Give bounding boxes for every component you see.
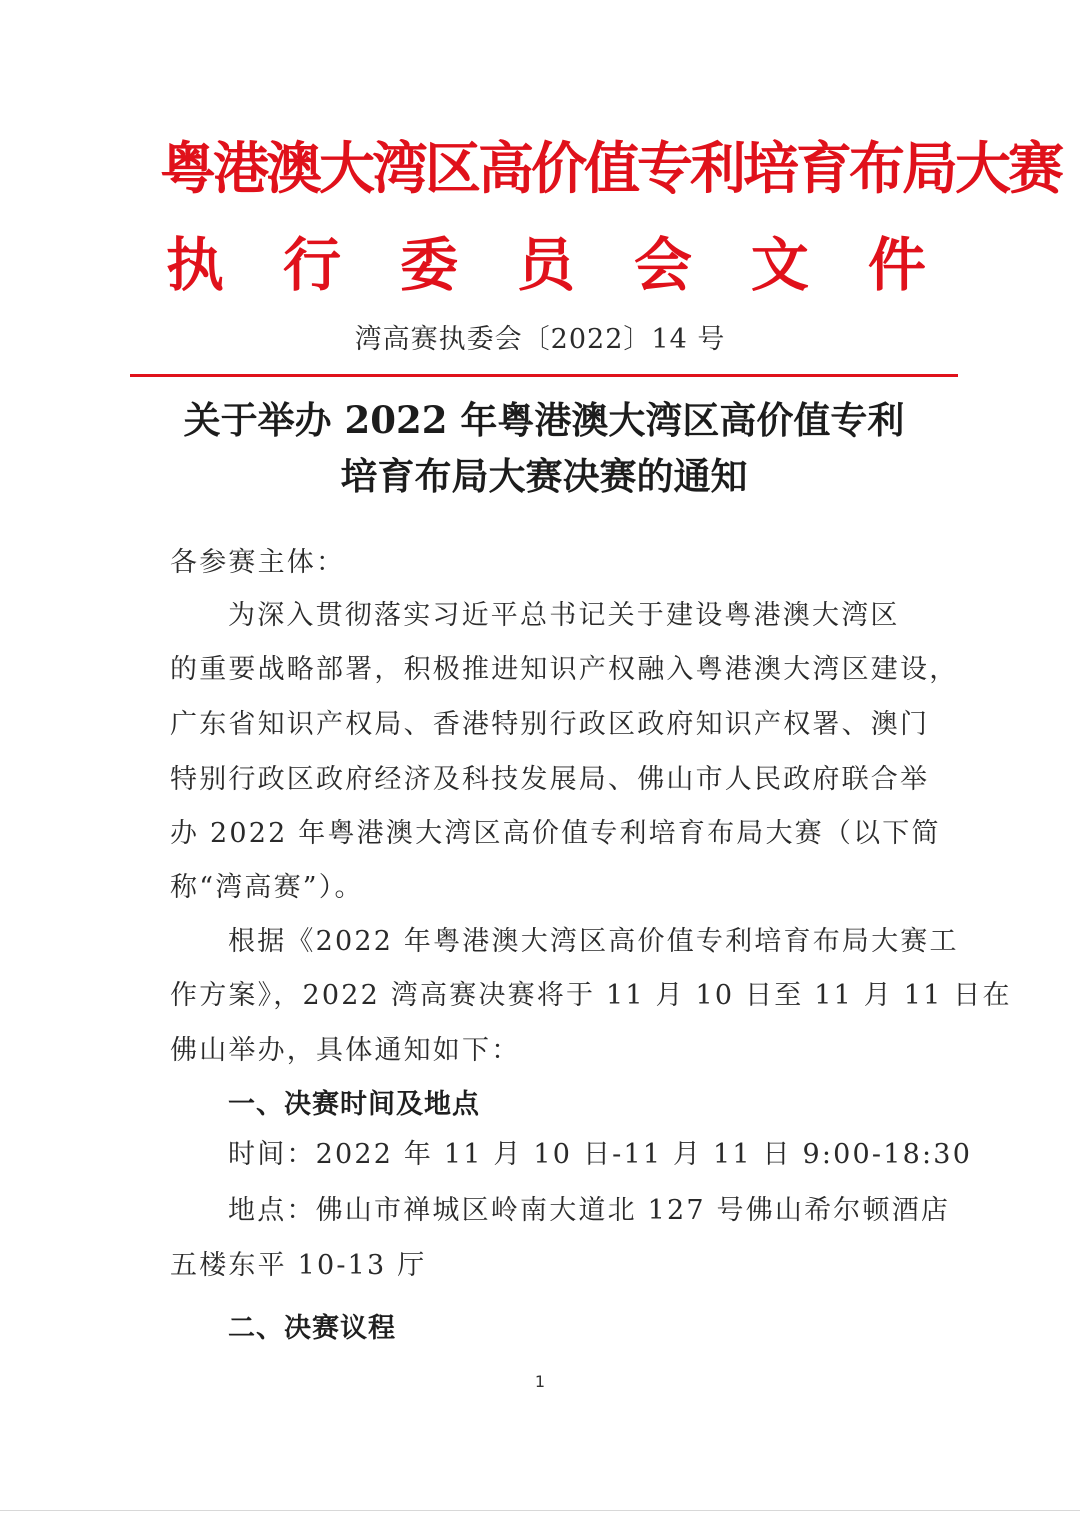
header-char: 员 <box>516 231 575 299</box>
place-line: 五楼东平 10-13 厅 <box>170 1250 427 1281</box>
paragraph-line: 为深入贯彻落实习近平总书记关于建设粤港澳大湾区 <box>228 600 900 631</box>
salutation: 各参赛主体： <box>170 547 346 578</box>
header-char: 件 <box>867 231 926 299</box>
paragraph-line: 的重要战略部署，积极推进知识产权融入粤港澳大湾区建设， <box>170 654 959 685</box>
issuer-header-line2 <box>166 220 926 300</box>
paragraph-line: 特别行政区政府经济及科技发展局、佛山市人民政府联合举 <box>170 764 930 795</box>
header-char: 执 <box>166 231 225 299</box>
paragraph-line: 佛山举办，具体通知如下： <box>170 1035 521 1066</box>
document-number: 湾高赛执委会〔2022〕14 号 <box>354 324 726 355</box>
red-divider-rule <box>130 374 958 377</box>
paragraph-line: 广东省知识产权局、香港特别行政区政府知识产权署、澳门 <box>170 709 930 740</box>
issuer-header-line1: 粤港澳大湾区高价值专利培育布局大赛 <box>160 137 1061 202</box>
header-char: 委 <box>399 231 458 299</box>
title-line-1: 关于举办 2022 年粤港澳大湾区高价值专利 <box>183 398 905 442</box>
time-line: 时间：2022 年 11 月 10 日-11 月 11 日 9:00-18:30 <box>228 1139 973 1170</box>
header-char: 会 <box>633 231 692 299</box>
page-bottom-edge <box>0 1510 1080 1511</box>
section-heading-2: 二、决赛议程 <box>228 1313 396 1344</box>
section-heading-1: 一、决赛时间及地点 <box>228 1089 480 1120</box>
page-number: 1 <box>534 1372 546 1391</box>
header-char: 文 <box>750 231 809 299</box>
notice-title <box>130 392 958 504</box>
place-line: 地点：佛山市禅城区岭南大道北 127 号佛山希尔顿酒店 <box>228 1195 951 1226</box>
title-line-2: 培育布局大赛决赛的通知 <box>340 454 748 498</box>
paragraph-line: 作方案》，2022 湾高赛决赛将于 11 月 10 日至 11 月 11 日在 <box>170 980 1012 1011</box>
header-char: 行 <box>282 231 341 299</box>
paragraph-line: 根据《2022 年粤港澳大湾区高价值专利培育布局大赛工 <box>228 926 959 957</box>
paragraph-line: 办 2022 年粤港澳大湾区高价值专利培育布局大赛（以下简 <box>170 818 941 849</box>
paragraph-line: 称“湾高赛”）。 <box>170 872 364 903</box>
